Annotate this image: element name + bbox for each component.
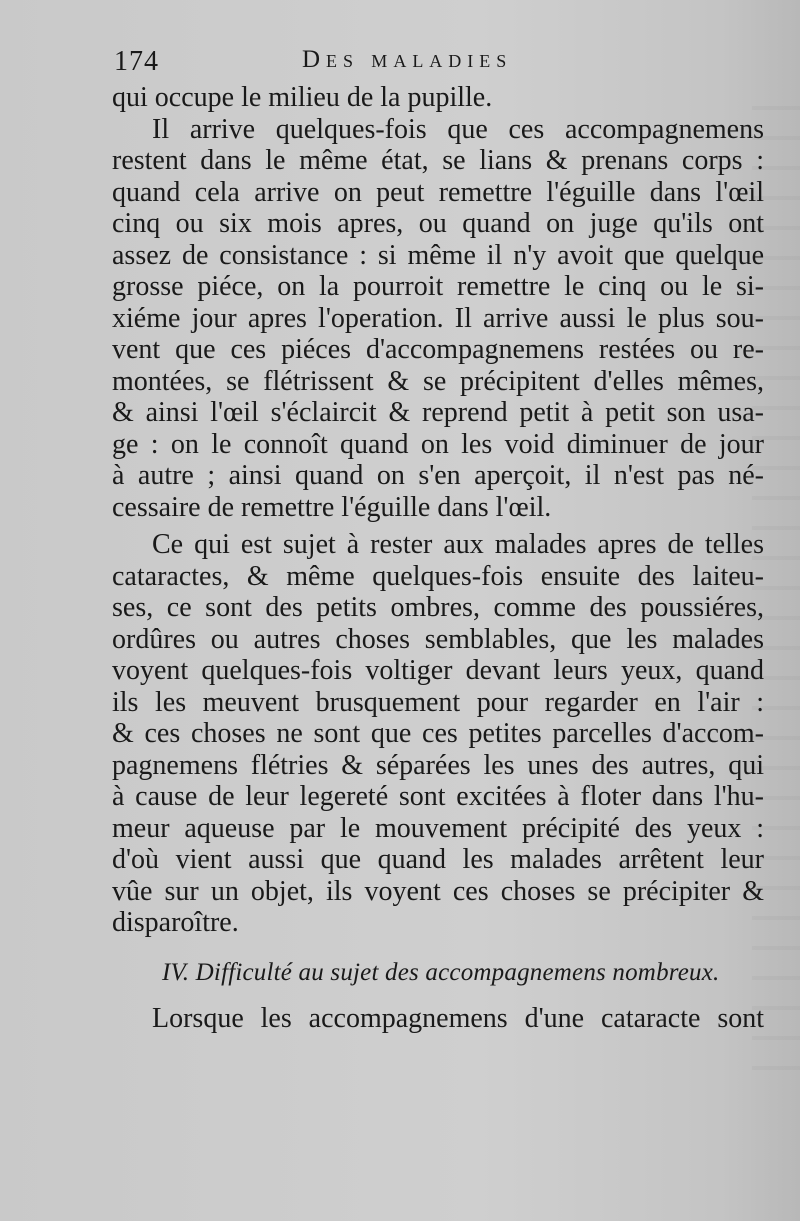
text-line: à autre ; ainsi quand on s'en aperçoit, il n'est pas né- [112,460,764,491]
text-line: pagnemens flétries & séparées les unes des autres, qui [112,749,764,781]
text-line: montées, se flétrissent & se précipitent d'elles mêmes, [112,365,764,397]
text-line: cataractes, & même quelques-fois ensuite des laiteu- [112,560,764,592]
text-line: Lorsque les accompagnemens d'une cataracte sont [152,1002,764,1034]
text-line: ordûres ou autres choses semblables, que les malades [112,623,764,655]
paragraph-ombres [112,529,764,939]
text-line: grosse piéce, on la pourroit remettre le cinq ou le si- [112,271,764,302]
text-line: d'où vient aussi que quand les malades arrêtent leur [112,844,764,875]
text-line: ses, ce sont des petits ombres, comme des poussiéres, [112,592,764,623]
text-block [112,46,764,1034]
paragraph-lorsque [112,1003,764,1035]
text-line: voyent quelques-fois voltiger devant leurs yeux, quand [112,655,764,686]
text-line: assez de consistance : si même il n'y avoit que quelque [112,239,764,271]
running-title: Des maladies [302,46,513,73]
text-line: cessaire de remettre l'éguille dans l'œil. [112,491,552,523]
text-line: vent que ces piéces d'accompagnemens restées ou re- [112,334,764,365]
text-line: Ce qui est sujet à rester aux malades apres de telles [152,529,764,560]
paragraph-continuation [112,82,764,114]
text-line: meur aqueuse par le mouvement précipité des yeux : [112,812,764,844]
text-line: quand cela arrive on peut remettre l'éguille dans l'œil [112,176,764,208]
text-line: qui occupe le milieu de la pupille. [112,82,493,113]
text-line: disparoître. [112,907,239,938]
text-line: cinq ou six mois apres, ou quand on juge qu'ils ont [112,208,764,239]
text-line: xiéme jour apres l'operation. Il arrive aussi le plus sou- [112,302,764,334]
text-line: à cause de leur legereté sont excitées à floter dans l'hu- [112,781,764,812]
page-number: 174 [114,46,159,77]
section-heading: IV. Difficulté au sujet des accompagnemens nombreux. [162,958,720,986]
text-line: & ces choses ne sont que ces petites parcelles d'accom- [112,718,764,749]
text-line: vûe sur un objet, ils voyent ces choses se précipiter & [112,875,764,907]
text-line: ils les meuvent brusquement pour regarder en l'air : [112,686,764,718]
running-head [112,46,764,82]
text-line: & ainsi l'œil s'éclaircit & reprend petit à petit son usa- [112,397,764,428]
text-line: ge : on le connoît quand on les void diminuer de jour [112,428,764,460]
text-line: Il arrive quelques-fois que ces accompagnemens [152,113,764,145]
text-line: restent dans le même état, se lians & prenans corps : [112,145,764,176]
paragraph-accompagnemens [112,114,764,524]
